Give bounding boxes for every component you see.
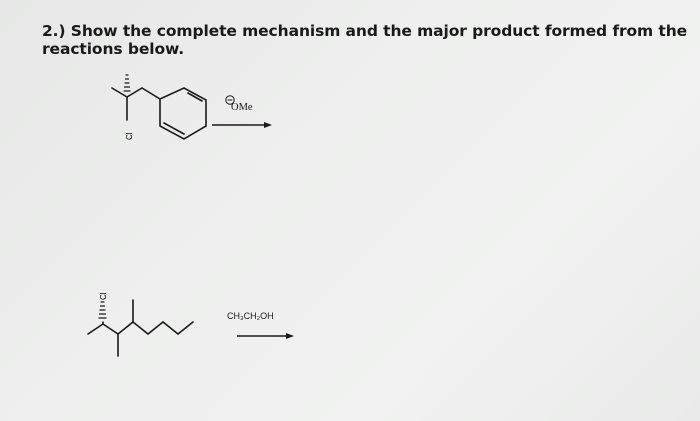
reaction2-cl-label: Cl xyxy=(99,292,108,300)
reaction1-reagent: OMe xyxy=(231,102,253,113)
hashed-wedge-bond-2 xyxy=(99,302,106,318)
reaction2-reagent: CH₃CH₂OH xyxy=(227,311,274,321)
question-title: 2.) Show the complete mechanism and the major product formed from the reactions below. xyxy=(42,22,688,58)
reaction1-cl-label: Cl xyxy=(125,132,134,140)
reaction2-arrow xyxy=(237,333,294,339)
reaction1-arrow xyxy=(212,122,272,128)
reaction1-substrate xyxy=(112,75,206,139)
reaction2-substrate xyxy=(88,300,193,356)
hashed-wedge-bond xyxy=(124,75,130,91)
